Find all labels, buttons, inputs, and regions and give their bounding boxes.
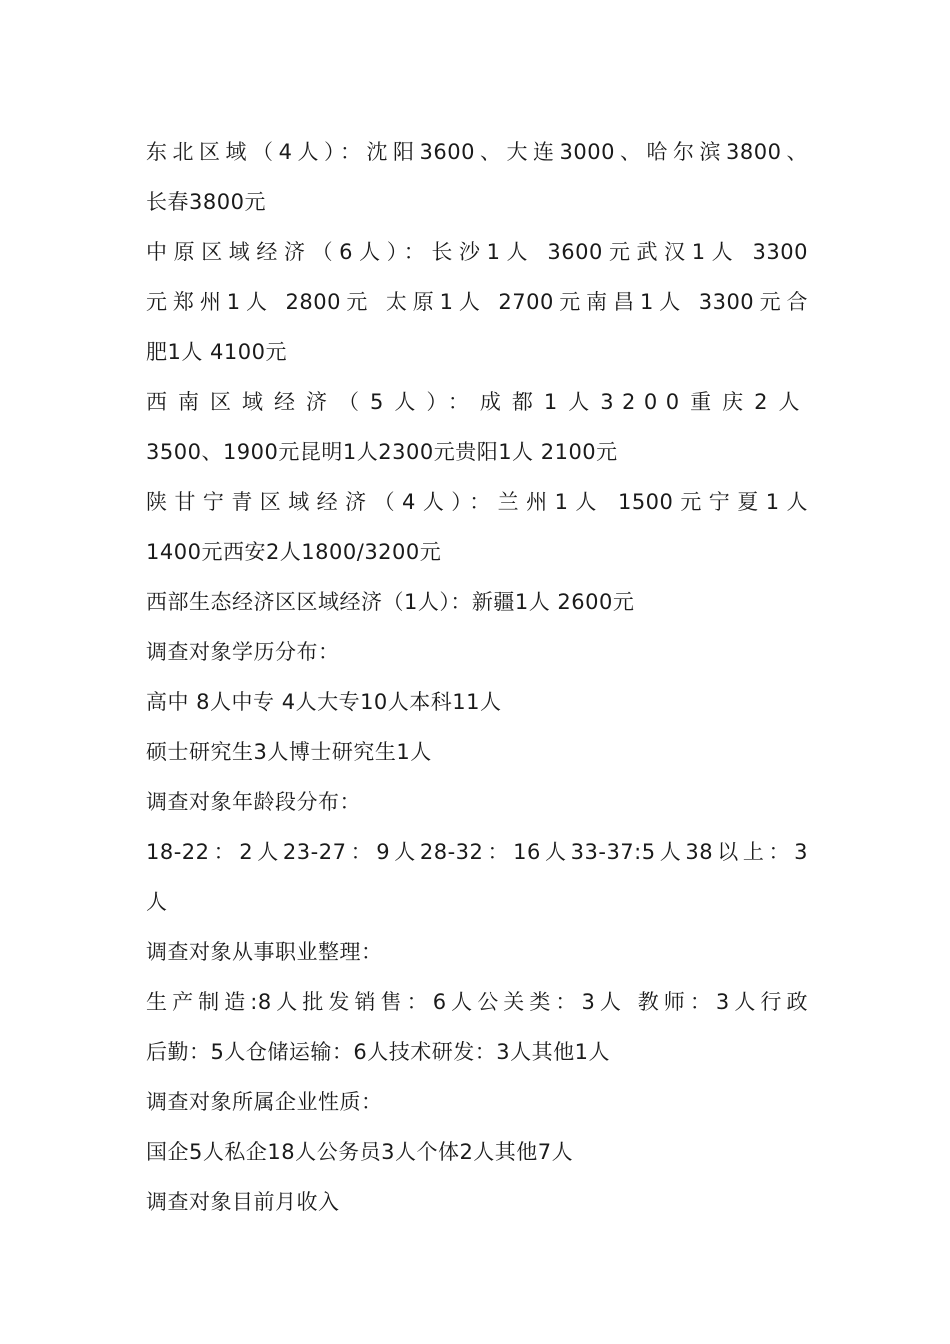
text-line: 西部生态经济区区域经济（1人）：新疆1人 2600元 [146,590,635,614]
document-body [146,127,808,1227]
text-line: 肥1人 4100元 [146,340,287,364]
text-line: 3500、1900元昆明1人2300元贵阳1人 2100元 [146,440,618,464]
text-line: 18-22：2人23-27：9人28-32：16人33-37:5人38以上：3 [146,840,808,864]
text-line: 陕甘宁青区域经济（4人）：兰州1人 1500元宁夏1人 [146,490,808,514]
section-heading: 调查对象学历分布： [146,640,340,664]
text-line: 硕士研究生3人博士研究生1人 [146,740,432,764]
text-line: 生产制造:8人批发销售：6人公关类：3人 教师：3人行政 [146,990,808,1014]
section-heading: 调查对象所属企业性质： [146,1090,383,1114]
text-line: 后勤：5人仓储运输：6人技术研发：3人其他1人 [146,1040,610,1064]
section-heading: 调查对象年龄段分布： [146,790,361,814]
text-line: 长春3800元 [146,190,266,214]
section-heading: 调查对象从事职业整理： [146,940,383,964]
text-line: 东北区域（4人）：沈阳3600、大连3000、哈尔滨3800、 [146,140,808,164]
text-line: 西南区域经济（5人）：成都1人3200重庆2人 [146,390,808,414]
text-line: 国企5人私企18人公务员3人个体2人其他7人 [146,1140,574,1164]
text-line: 高中 8人中专 4人大专10人本科11人 [146,690,502,714]
text-line: 人 [146,890,168,914]
text-line: 中原区域经济（6人）：长沙1人 3600元武汉1人 3300 [146,240,808,264]
text-line: 1400元西安2人1800/3200元 [146,540,442,564]
section-heading: 调查对象目前月收入 [146,1190,340,1214]
text-line: 元郑州1人 2800元 太原1人 2700元南昌1人 3300元合 [146,290,808,314]
